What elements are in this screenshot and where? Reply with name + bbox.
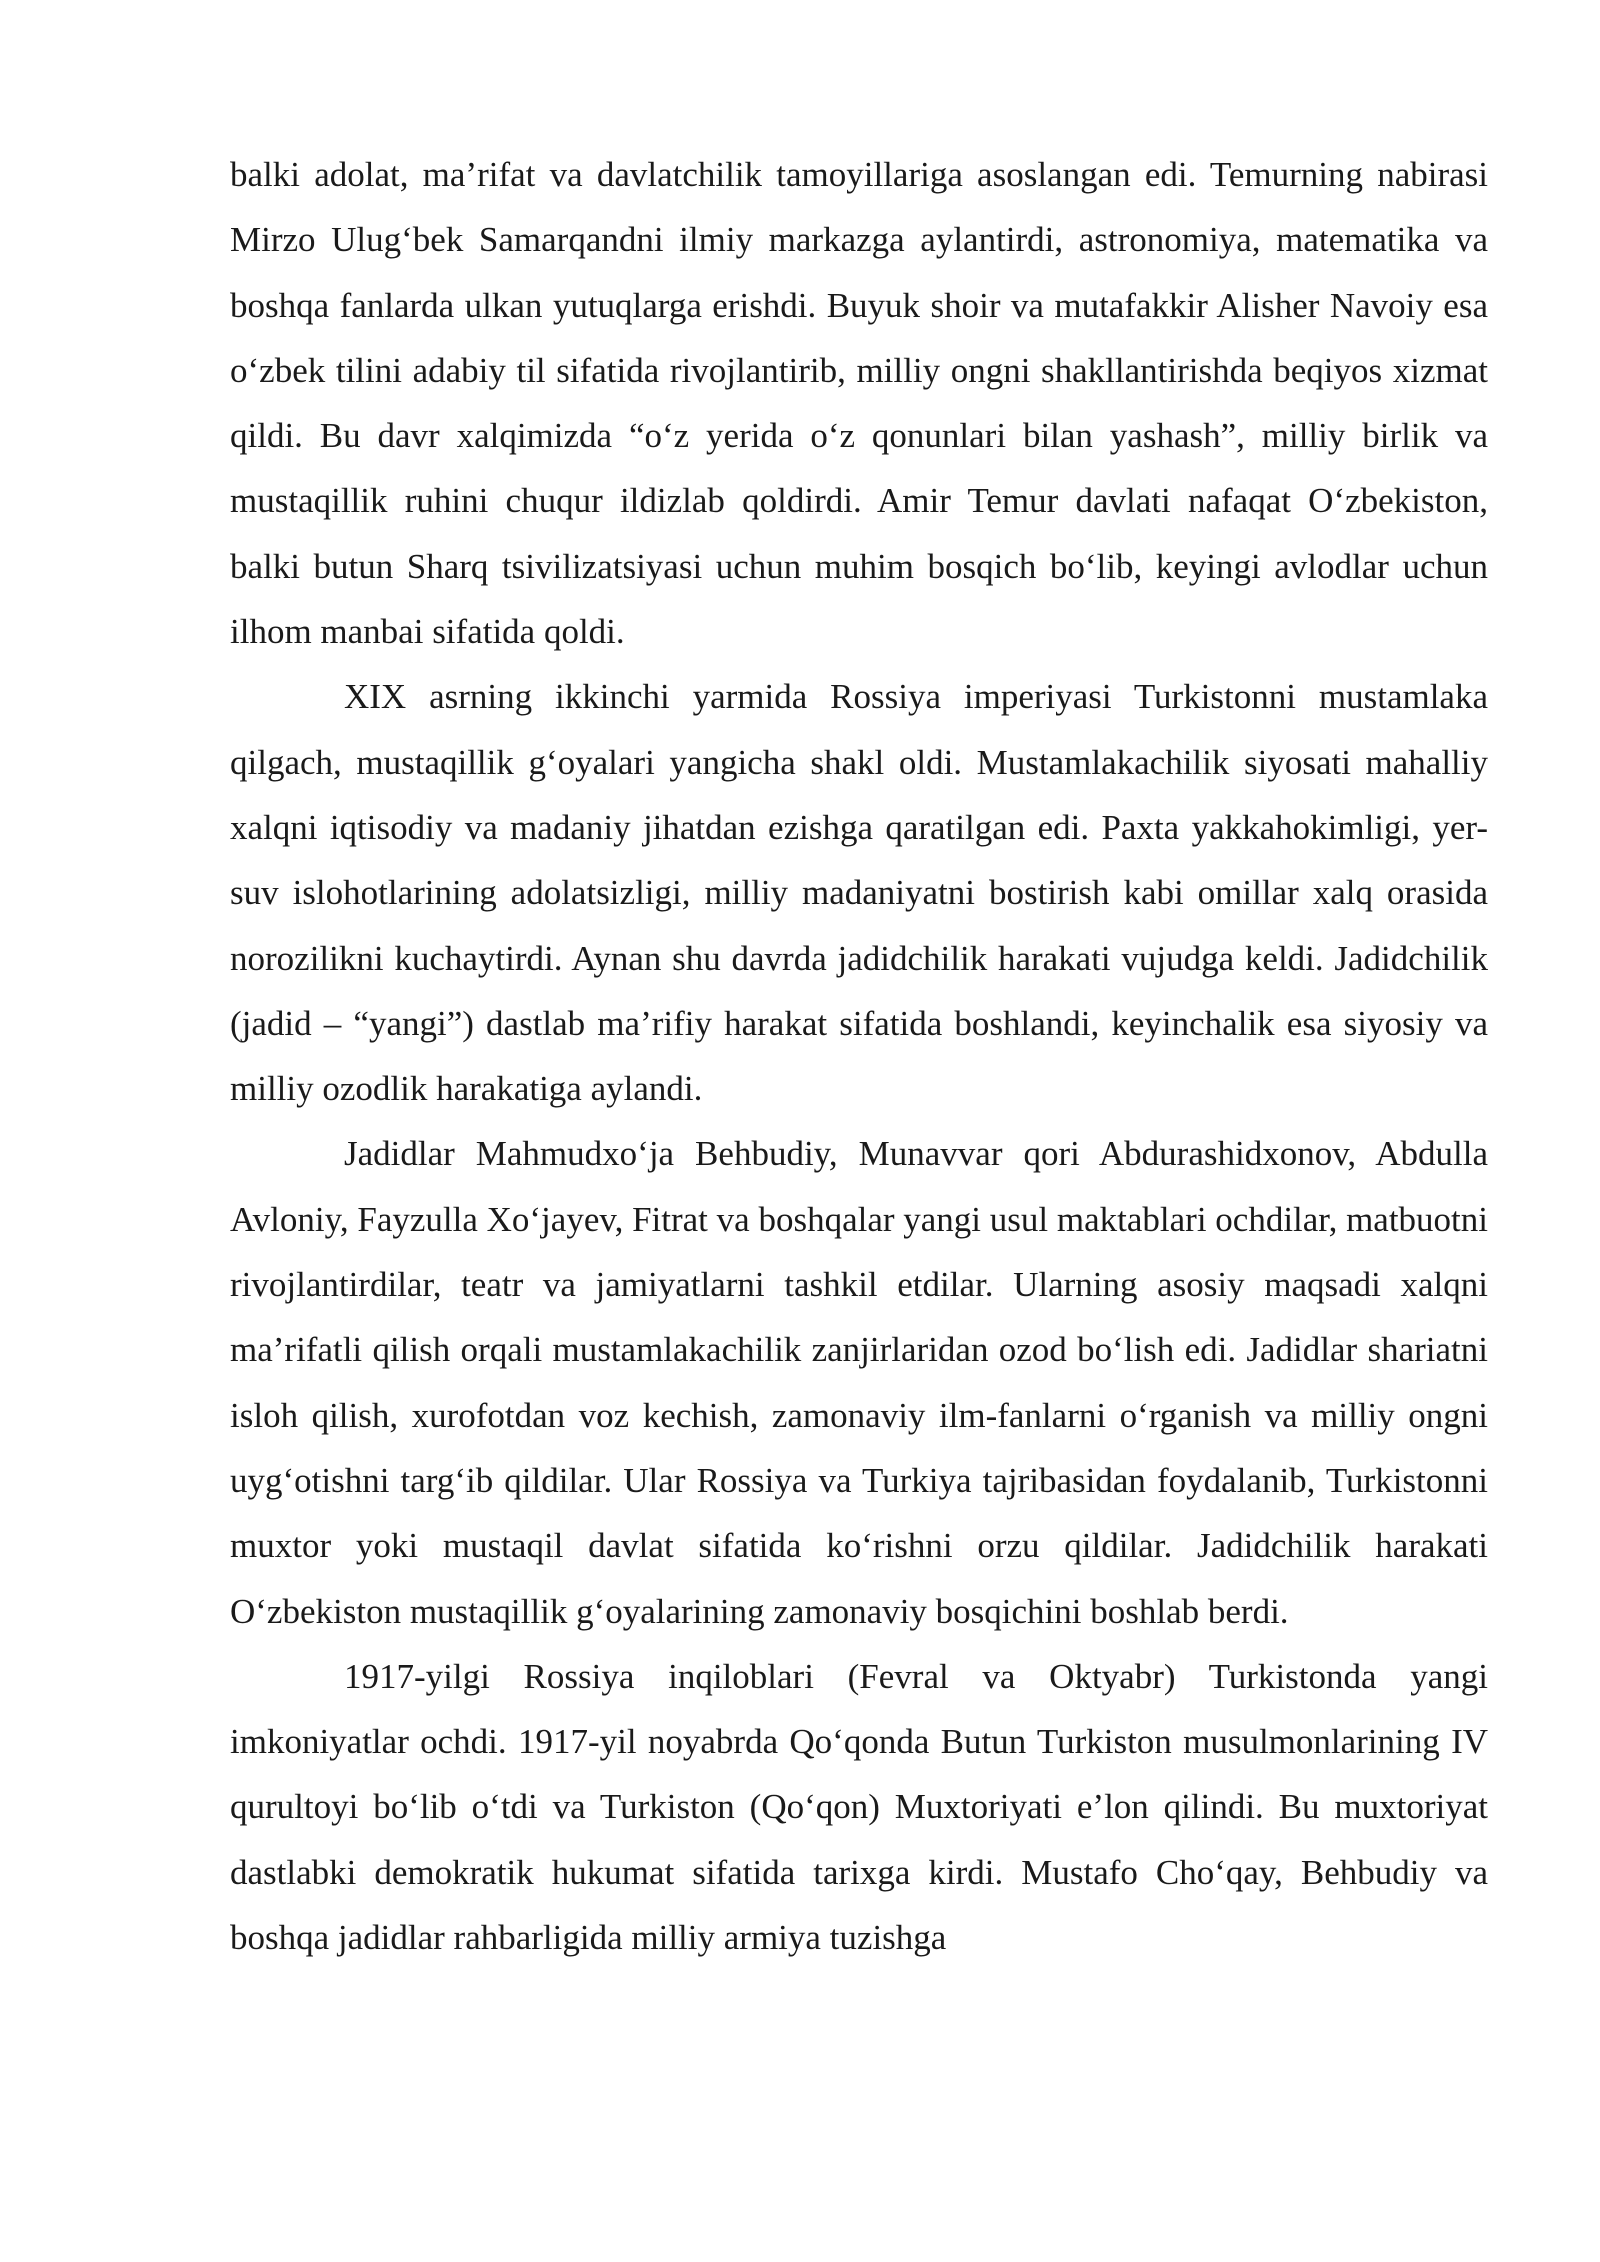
document-body [230, 142, 1488, 1970]
paragraph-russian-colonization: XIX asrning ikkinchi yarmida Rossiya imperiyasi Turkistonni mustamlaka qilgach, mustaqillik g‘oyalari yangicha shakl oldi. Mustamlakachilik siyosati mahalliy xalqni iqtisodiy va madaniy jihatdan ezishga qaratilgan edi. Paxta yakkahokimligi, yer-suv islohotlarining adolatsizligi, milliy madaniyatni bostirish kabi omillar xalq orasida norozilikni kuchaytirdi. Aynan shu davrda jadidchilik harakati vujudga keldi. Jadidchilik (jadid – “yangi”) dastlab ma’rifiy harakat sifatida boshlandi, keyinchalik esa siyosiy va milliy ozodlik harakatiga aylandi. [230, 677, 1488, 1109]
paragraph-jadid-leaders: Jadidlar Mahmudxo‘ja Behbudiy, Munavvar qori Abdurashidxonov, Abdulla Avloniy, Fayzulla Xo‘jayev, Fitrat va boshqalar yangi usul maktablari ochdilar, matbuotni rivojlantirdilar, teatr va jamiyatlarni tashkil etdilar. Ularning asosiy maqsadi xalqni ma’rifatli qilish orqali mustamlakachilik zanjirlaridan ozod bo‘lish edi. Jadidlar shariatni isloh qilish, xurofotdan voz kechish, zamonaviy ilm-fanlarni o‘rganish va milliy ongni uyg‘otishni targ‘ib qildilar. Ular Rossiya va Turkiya tajribasidan foydalanib, Turkistonni muxtor yoki mustaqil davlat sifatida ko‘rishni orzu qildilar. Jadidchilik harakati O‘zbekiston mustaqillik g‘oyalarining zamonaviy bosqichini boshlab berdi. [230, 1134, 1488, 1631]
paragraph-turkistan-autonomy: 1917-yilgi Rossiya inqiloblari (Fevral va Oktyabr) Turkistonda yangi imkoniyatlar ochdi. 1917-yil noyabrda Qo‘qonda Butun Turkiston musulmonlarining IV qurultoyi bo‘lib o‘tdi va Turkiston (Qo‘qon) Muxtoriyati e’lon qilindi. Bu muxtoriyat dastlabki demokratik hukumat sifatida tarixga kirdi. Mustafo Cho‘qay, Behbudiy va boshqa jadidlar rahbarligida milliy armiya tuzishga [230, 1656, 1488, 1958]
paragraph-amir-temur-legacy: balki adolat, ma’rifat va davlatchilik tamoyillariga asoslangan edi. Temurning nabirasi Mirzo Ulug‘bek Samarqandni ilmiy markazga aylantirdi, astronomiya, matematika va boshqa fanlarda ulkan yutuqlarga erishdi. Buyuk shoir va mutafakkir Alisher Navoiy esa o‘zbek tilini adabiy til sifatida rivojlantirib, milliy ongni shakllantirishda beqiyos xizmat qildi. Bu davr xalqimizda “o‘z yerida o‘z qonunlari bilan yashash”, milliy birlik va mustaqillik ruhini chuqur ildizlab qoldirdi. Amir Temur davlati nafaqat O‘zbekiston, balki butun Sharq tsivilizatsiyasi uchun muhim bosqich bo‘lib, keyingi avlodlar uchun ilhom manbai sifatida qoldi. [230, 155, 1488, 652]
